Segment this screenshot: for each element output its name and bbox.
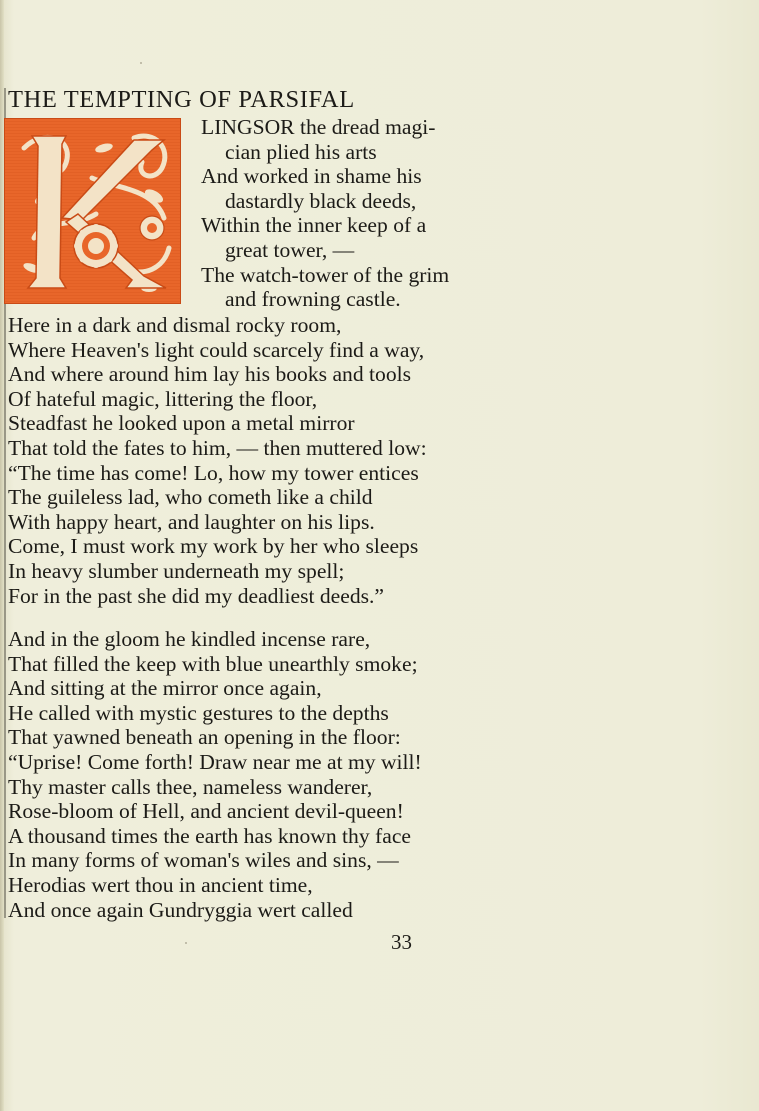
- verse-line: and frowning castle.: [225, 287, 401, 312]
- verse-line: Within the inner keep of a: [201, 213, 427, 238]
- running-header: THE TEMPTING OF PARSIFAL: [8, 86, 355, 113]
- verse-line: In heavy slumber underneath my spell;: [8, 558, 345, 583]
- verse-line: The guileless lad, who cometh like a child: [8, 485, 373, 510]
- stanza-2: [8, 627, 422, 922]
- verse-line: That yawned beneath an opening in the floor:: [8, 725, 401, 750]
- verse-line: Rose-bloom of Hell, and ancient devil-queen!: [8, 799, 404, 824]
- verse-line: And where around him lay his books and tools: [8, 362, 412, 387]
- verse-line: And worked in shame his: [201, 164, 422, 189]
- verse-line: dastardly black deeds,: [225, 188, 417, 213]
- ornamental-initial-icon: [4, 118, 181, 304]
- verse-line: cian plied his arts: [225, 139, 377, 164]
- drop-cap-text-block: [201, 115, 449, 312]
- verse-line: Where Heaven's light could scarcely find a way,: [8, 337, 425, 362]
- verse-line: In many forms of woman's wiles and sins, —: [8, 848, 399, 873]
- verse-line: For in the past she did my deadliest deeds.”: [8, 583, 385, 608]
- verse-line: That told the fates to him, — then muttered low:: [8, 435, 427, 460]
- verse-line: A thousand times the earth has known thy face: [8, 823, 411, 848]
- paper-speck: [140, 62, 142, 64]
- page-number: 33: [391, 930, 412, 954]
- stanza-1: [8, 313, 427, 608]
- verse-line: Of hateful magic, littering the floor,: [8, 386, 318, 411]
- verse-line: LINGSOR the dread magi-: [201, 115, 436, 139]
- verse-line: The watch-tower of the grim: [201, 262, 450, 287]
- verse-line: And sitting at the mirror once again,: [8, 676, 322, 701]
- verse-line: And once again Gundryggia wert called: [8, 897, 353, 922]
- verse-line: “Uprise! Come forth! Draw near me at my will!: [8, 749, 422, 774]
- verse-line: That filled the keep with blue unearthly smoke;: [8, 651, 418, 676]
- paper-speck: [185, 942, 187, 944]
- verse-line: Thy master calls thee, nameless wanderer,: [8, 774, 373, 799]
- verse-line: Here in a dark and dismal rocky room,: [8, 313, 342, 337]
- verse-line: He called with mystic gestures to the depths: [8, 700, 389, 725]
- verse-line: Herodias wert thou in ancient time,: [8, 872, 313, 897]
- verse-line: Steadfast he looked upon a metal mirror: [8, 411, 355, 436]
- verse-line: “The time has come! Lo, how my tower entices: [8, 460, 419, 485]
- verse-line: great tower, —: [225, 237, 355, 262]
- verse-line: With happy heart, and laughter on his lips.: [8, 509, 375, 534]
- verse-line: Come, I must work my work by her who sleeps: [8, 534, 419, 559]
- verse-line: And in the gloom he kindled incense rare,: [8, 627, 371, 651]
